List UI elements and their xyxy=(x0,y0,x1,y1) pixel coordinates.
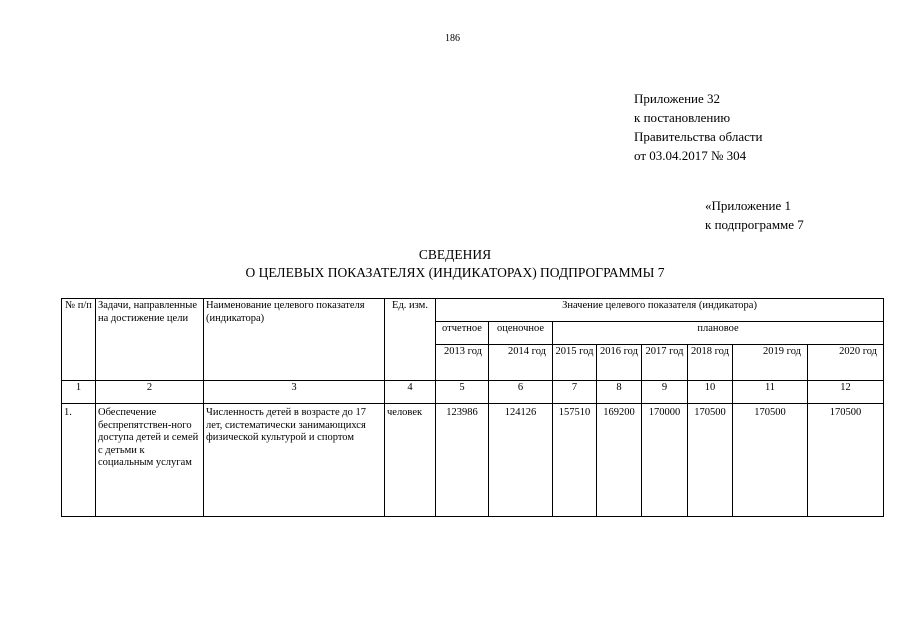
column-number: 11 xyxy=(733,381,808,404)
header-year: 2016 год xyxy=(597,345,642,381)
header-reported: отчетное xyxy=(436,322,489,345)
header-year: 2017 год xyxy=(642,345,688,381)
column-number: 8 xyxy=(597,381,642,404)
column-number: 2 xyxy=(96,381,204,404)
header-planned: плановое xyxy=(553,322,884,345)
header-estimated: оценочное xyxy=(489,322,553,345)
column-number: 10 xyxy=(688,381,733,404)
appendix-subprogram-note xyxy=(705,196,804,234)
header-num: № п/п xyxy=(62,299,96,381)
column-number: 3 xyxy=(204,381,385,404)
table-row xyxy=(62,404,884,517)
row-value: 170500 xyxy=(688,404,733,517)
title-line: О ЦЕЛЕВЫХ ПОКАЗАТЕЛЯХ (ИНДИКАТОРАХ) ПОДПРОГРАММЫ 7 xyxy=(245,265,665,280)
header-unit: Ед. изм. xyxy=(385,299,436,381)
indicators-table xyxy=(61,298,884,517)
row-value: 123986 xyxy=(436,404,489,517)
column-number: 4 xyxy=(385,381,436,404)
appendix-line: «Приложение 1 xyxy=(705,198,792,213)
appendix-line: к подпрограмме 7 xyxy=(705,217,804,232)
appendix-line: Правительства области xyxy=(634,129,763,144)
row-value: 169200 xyxy=(597,404,642,517)
row-value: 170500 xyxy=(808,404,884,517)
header-year: 2018 год xyxy=(688,345,733,381)
header-year: 2020 год xyxy=(808,345,884,381)
header-indicator: Наименование целевого показателя (индикатора) xyxy=(204,299,385,381)
column-number: 9 xyxy=(642,381,688,404)
appendix-note xyxy=(634,89,763,165)
page-number: 186 xyxy=(445,33,460,44)
row-value: 170500 xyxy=(733,404,808,517)
appendix-line: к постановлению xyxy=(634,110,731,125)
row-value: 170000 xyxy=(642,404,688,517)
row-unit: человек xyxy=(385,404,436,517)
title-line: СВЕДЕНИЯ xyxy=(418,247,492,262)
row-indicator: Численность детей в возрасте до 17 лет, систематически занимающихся физической культурой и спортом xyxy=(204,404,385,517)
header-value: Значение целевого показателя (индикатора) xyxy=(436,299,884,322)
row-value: 124126 xyxy=(489,404,553,517)
appendix-line: от 03.04.2017 № 304 xyxy=(634,148,747,163)
header-year: 2014 год xyxy=(489,345,553,381)
column-number: 1 xyxy=(62,381,96,404)
column-number: 12 xyxy=(808,381,884,404)
row-value: 157510 xyxy=(553,404,597,517)
column-number: 5 xyxy=(436,381,489,404)
header-tasks: Задачи, направленные на достижение цели xyxy=(96,299,204,381)
header-year: 2019 год xyxy=(733,345,808,381)
document-title xyxy=(0,246,905,282)
header-year: 2015 год xyxy=(553,345,597,381)
column-number: 6 xyxy=(489,381,553,404)
column-number: 7 xyxy=(553,381,597,404)
row-task: Обеспечение беспрепятствен-ного доступа детей и семей с детьми к социальным услугам xyxy=(96,404,204,517)
header-year: 2013 год xyxy=(436,345,489,381)
appendix-line: Приложение 32 xyxy=(634,91,721,106)
row-num: 1. xyxy=(62,404,96,517)
